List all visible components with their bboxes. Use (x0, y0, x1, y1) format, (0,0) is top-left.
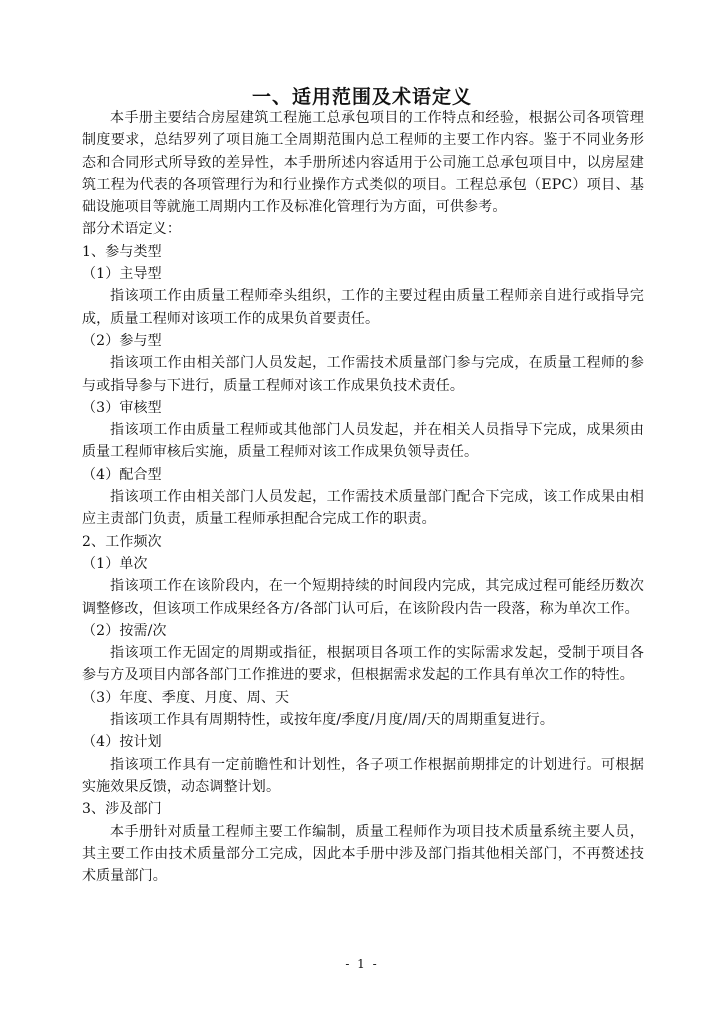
term-label: （1）单次 (82, 555, 148, 572)
page-number: - 1 - (345, 957, 379, 971)
section-3-heading: 3、涉及部门 (82, 801, 162, 818)
term-label: （4）按计划 (82, 734, 162, 751)
term-definition: 指该项工作无固定的周期或指征，根据项目各项工作的实际需求发起，受制于项目各参与方及项目内部各部门工作推进的要求，但根据需求发起的工作具有单次工作的特性。 (82, 645, 644, 684)
section-3-paragraph: 本手册针对质量工程师主要工作编制，质量工程师作为项目技术质量系统主要人员，其主要工作由技术质量部分工完成，因此本手册中涉及部门指其他相关部门，不再赘述技术质量部门。 (82, 823, 644, 885)
section-title: 一、适用范围及术语定义 (251, 86, 472, 108)
term-label: （3）年度、季度、月度、周、天 (82, 689, 290, 706)
term-definition: 指该项工作由质量工程师牵头组织，工作的主要过程由质量工程师亲自进行或指导完成，质量工程师对该项工作的成果负首要责任。 (82, 288, 644, 327)
term-label: （2）按需/次 (82, 622, 167, 639)
section-2-heading: 2、工作频次 (82, 533, 162, 550)
term-definition: 指该项工作在该阶段内，在一个短期持续的时间段内完成，其完成过程可能经历数次调整修改，但该项工作成果经各方/各部门认可后，在该阶段内告一段落，称为单次工作。 (82, 578, 644, 617)
term-definition: 指该项工作具有周期特性，或按年度/季度/月度/周/天的周期重复进行。 (110, 712, 554, 729)
term-label: （4）配合型 (82, 466, 162, 483)
section-1-heading: 1、参与类型 (82, 243, 162, 260)
term-label: （3）审核型 (82, 399, 162, 416)
terms-intro: 部分术语定义： (82, 221, 182, 238)
term-label: （1）主导型 (82, 266, 162, 283)
term-definition: 指该项工作由相关部门人员发起，工作需技术质量部门配合下完成，该工作成果由相应主责部门负责，质量工程师承担配合完成工作的职责。 (82, 489, 644, 528)
term-definition: 指该项工作具有一定前瞻性和计划性，各子项工作根据前期排定的计划进行。可根据实施效果反馈，动态调整计划。 (82, 756, 644, 795)
term-definition: 指该项工作由相关部门人员发起，工作需技术质量部门参与完成，在质量工程师的参与或指导参与下进行，质量工程师对该工作成果负技术责任。 (82, 355, 644, 394)
term-label: （2）参与型 (82, 332, 162, 349)
intro-paragraph: 本手册主要结合房屋建筑工程施工总承包项目的工作特点和经验，根据公司各项管理制度要求，总结罗列了项目施工全周期范围内总工程师的主要工作内容。鉴于不同业务形态和合同形式所导致的差异性，本手册所述内容适用于公司施工总承包项目中，以房屋建筑工程为代表的各项管理行为和行业操作方式类似的项目。工程总承包（EPC）项目、基础设施项目等就施工周期内工作及标准化管理行为方面，可供参考。 (82, 110, 644, 216)
term-definition: 指该项工作由质量工程师或其他部门人员发起，并在相关人员指导下完成，成果须由质量工程师审核后实施，质量工程师对该工作成果负领导责任。 (82, 422, 644, 461)
document-body (82, 107, 644, 887)
